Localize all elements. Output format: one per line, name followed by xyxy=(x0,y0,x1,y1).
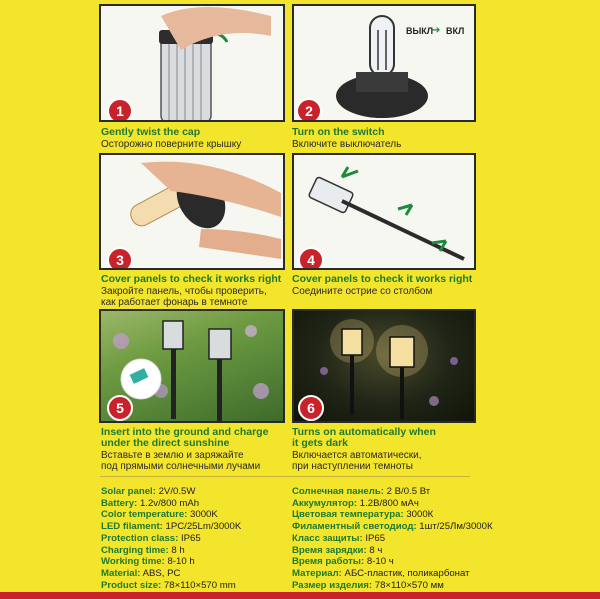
spec-label: Время работы: xyxy=(292,556,365,568)
switch-on-label: ВКЛ xyxy=(446,26,465,36)
spec-row xyxy=(101,533,241,545)
spec-value: АБС-пластик, поликарбонат xyxy=(344,567,470,579)
spec-value: 8-10 h xyxy=(167,556,195,568)
spec-value: 8 ч xyxy=(369,544,383,556)
spec-label: Размер изделия: xyxy=(292,579,373,591)
spec-value: 78×110×570 мм xyxy=(374,579,444,591)
step-2-caption-ru: Включите выключатель xyxy=(292,139,402,150)
spec-row xyxy=(101,568,241,580)
spec-label: Material: xyxy=(101,567,141,579)
spec-value: IP65 xyxy=(365,532,386,544)
step-6-caption-en-line2: it gets dark xyxy=(292,437,349,449)
spec-label: LED filament: xyxy=(101,521,163,533)
step-3-caption-ru-line2: как работает фонарь в темноте xyxy=(101,297,248,308)
step-6-number-badge: 6 xyxy=(298,395,324,421)
step-4-caption-ru: Соедините острие со столбом xyxy=(292,286,433,297)
step-2-photo xyxy=(292,4,476,122)
spec-row xyxy=(292,533,493,545)
switch-arrow-icon: ➔ xyxy=(432,25,441,36)
step-3-caption-en: Cover panels to check it works right xyxy=(101,273,282,285)
spec-value: IP65 xyxy=(180,532,201,544)
step-1-caption-en: Gently twist the cap xyxy=(101,126,201,138)
step-6-caption-ru-line1: Включается автоматически, xyxy=(292,450,422,461)
spec-row xyxy=(101,580,241,592)
spec-row xyxy=(292,568,493,580)
spec-row xyxy=(292,556,493,568)
spec-value: 2 В/0.5 Вт xyxy=(386,486,431,497)
spec-label: Solar panel: xyxy=(101,486,156,497)
spec-row xyxy=(101,486,241,498)
spec-row xyxy=(292,580,493,592)
spec-row xyxy=(101,556,241,568)
step-5-photo xyxy=(99,309,285,423)
step-6-caption-en-line1: Turns on automatically when xyxy=(292,426,436,438)
spec-row xyxy=(292,498,493,510)
step-5-caption-en-line1: Insert into the ground and charge xyxy=(101,426,269,438)
spec-label: Product size: xyxy=(101,579,162,591)
spec-label: Солнечная панель: xyxy=(292,486,384,497)
step-2-number-badge: 2 xyxy=(296,98,322,122)
spec-label: Protection class: xyxy=(101,532,179,544)
step-4-photo xyxy=(292,153,476,270)
spec-label: Время зарядки: xyxy=(292,544,367,556)
step-3-number-badge: 3 xyxy=(107,247,133,270)
spec-row xyxy=(101,509,241,521)
spec-label: Цветовая температура: xyxy=(292,509,404,521)
spec-value: 78×110×570 mm xyxy=(163,579,236,591)
step-4-caption-en: Cover panels to check it works right xyxy=(292,273,473,285)
spec-value: 2V/0.5W xyxy=(158,486,196,497)
spec-label: Charging time: xyxy=(101,544,169,556)
spec-row xyxy=(101,498,241,510)
step-6-photo xyxy=(292,309,476,423)
spec-label: Аккумулятор: xyxy=(292,497,358,509)
step-1-photo xyxy=(99,4,285,122)
step-1-caption-ru: Осторожно поверните крышку xyxy=(101,139,242,150)
spec-row xyxy=(101,521,241,533)
spec-value: 1.2В/800 мАч xyxy=(359,497,419,509)
spec-value: 1шт/25Лм/3000К xyxy=(419,521,493,533)
spec-value: ABS, PC xyxy=(142,567,181,579)
spec-value: 8-10 ч xyxy=(366,556,394,568)
step-1-number-badge: 1 xyxy=(107,98,133,122)
spec-label: Working time: xyxy=(101,556,165,568)
spec-label: Филаментный светодиод: xyxy=(292,521,417,533)
step-3-caption-ru-line1: Закройте панель, чтобы проверить, xyxy=(101,286,267,297)
step-5-caption-ru-line1: Вставьте в землю и заряжайте xyxy=(101,450,244,461)
step-5-number-badge: 5 xyxy=(107,395,133,421)
step-5-caption-ru-line2: под прямыми солнечными лучами xyxy=(101,461,261,472)
switch-off-label: ВЫКЛ xyxy=(406,26,434,36)
specs-english xyxy=(101,486,241,591)
spec-row xyxy=(292,521,493,533)
step-6-caption-ru-line2: при наступлении темноты xyxy=(292,461,413,472)
spec-value: 3000К xyxy=(406,509,434,521)
step-4-number-badge: 4 xyxy=(298,247,324,270)
spec-row xyxy=(292,509,493,521)
step-5-caption-en-line2: under the direct sunshine xyxy=(101,437,230,449)
step-2-caption-en: Turn on the switch xyxy=(292,126,385,138)
spec-row xyxy=(101,545,241,557)
step-3-photo xyxy=(99,153,285,270)
spec-value: 8 h xyxy=(171,544,185,556)
spec-label: Материал: xyxy=(292,567,342,579)
spec-label: Battery: xyxy=(101,497,138,509)
switch-illustration xyxy=(294,6,474,120)
spec-value: 1.2v/800 mAh xyxy=(139,497,200,509)
spec-row xyxy=(292,486,493,498)
spec-value: 1PC/25Lm/3000K xyxy=(165,521,242,533)
specs-russian xyxy=(292,486,493,591)
spec-label: Color temperature: xyxy=(101,509,188,521)
spec-label: Класс защиты: xyxy=(292,532,363,544)
bottom-red-strip xyxy=(0,592,600,599)
section-divider xyxy=(100,476,470,477)
spec-row xyxy=(292,545,493,557)
spec-value: 3000K xyxy=(190,509,218,521)
